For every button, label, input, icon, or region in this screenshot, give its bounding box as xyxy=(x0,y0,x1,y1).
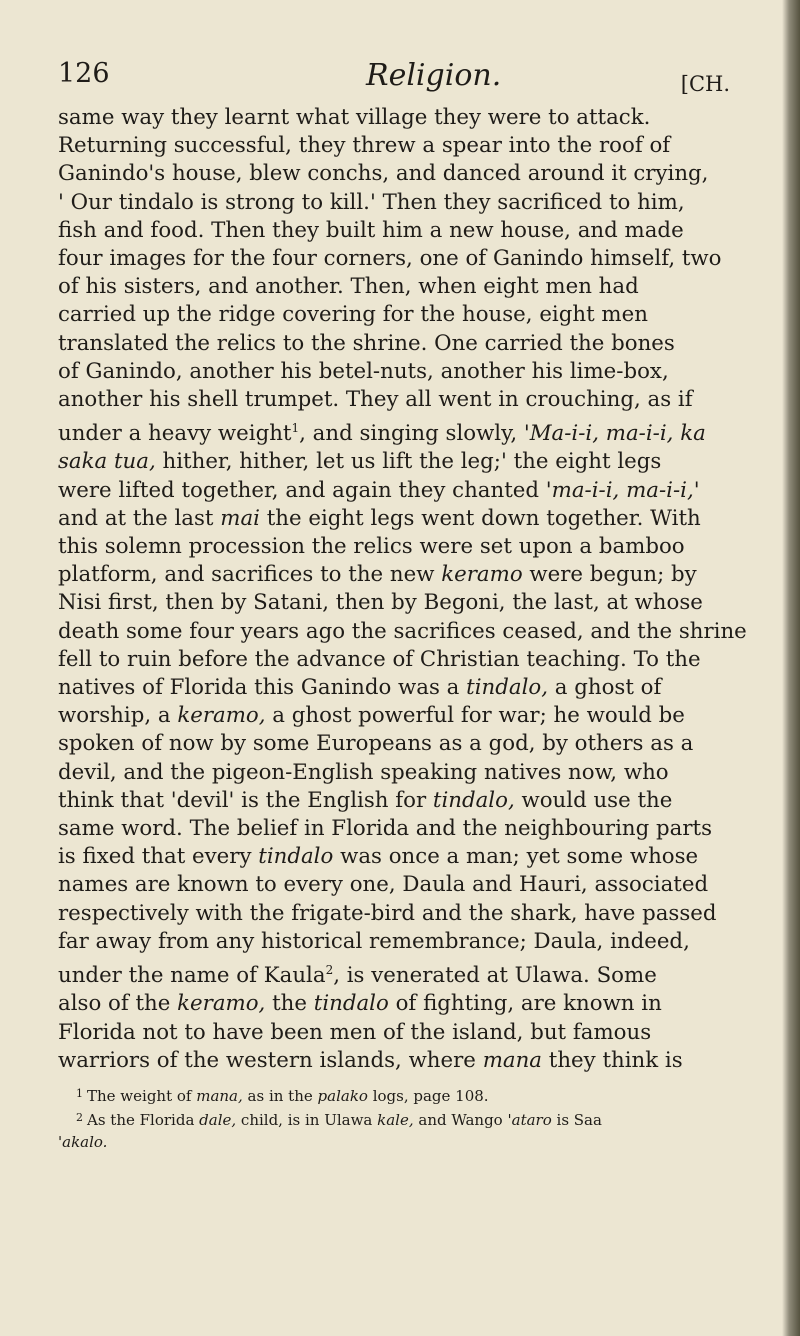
footnote-continuation: 'akalo. xyxy=(58,1132,108,1151)
text-line: of his sisters, and another. Then, when eight men had xyxy=(58,274,639,300)
text-line: warriors of the western islands, where mana they think is xyxy=(58,1047,683,1073)
text-line: devil, and the pigeon-English speaking natives now, who xyxy=(58,759,669,785)
text-line: names are known to every one, Daula and Hauri, associated xyxy=(58,872,709,898)
text-line: this solemn procession the relics were set upon a bamboo xyxy=(58,534,685,560)
text-line: respectively with the frigate-bird and the shark, have passed xyxy=(58,900,717,926)
text-line: and at the last mai the eight legs went down together. With xyxy=(58,505,701,531)
text-line: translated the relics to the shrine. One carried the bones xyxy=(58,330,675,356)
text-line: another his shell trumpet. They all went in crouching, as if xyxy=(58,387,693,413)
text-line: Nisi first, then by Satani, then by Begoni, the last, at whose xyxy=(58,590,703,616)
text-line: platform, and sacrifices to the new keramo were begun; by xyxy=(58,562,697,588)
text-line: under a heavy weight$^1$, and singing slowly, 'Ma-i-i, ma-i-i, ka xyxy=(58,421,706,447)
footnote-ref: 1 xyxy=(291,421,300,436)
footnote: $^1$ The weight of mana, as in the palako logs, page 108. xyxy=(76,1086,489,1105)
page-header xyxy=(58,58,738,104)
text-line: Ganindo's house, blew conchs, and danced around it crying, xyxy=(58,161,709,187)
text-line: worship, a keramo, a ghost powerful for war; he would be xyxy=(58,703,685,729)
text-line: same word. The belief in Florida and the neighbouring parts xyxy=(58,816,713,842)
text-line: were lifted together, and again they chanted 'ma-i-i, ma-i-i,' xyxy=(58,477,700,503)
footnote: $^2$ As the Florida dale, child, is in Ulawa kale, and Wango 'ataro is Saa xyxy=(76,1110,602,1129)
text-line: under the name of Kaula$^2$, is venerated at Ulawa. Some xyxy=(58,963,657,989)
text-line: spoken of now by some Europeans as a god, by others as a xyxy=(58,731,694,757)
text-line: carried up the ridge covering for the house, eight men xyxy=(58,302,648,328)
page-number: 126 xyxy=(58,58,110,89)
text-line: natives of Florida this Ganindo was a tindalo, a ghost of xyxy=(58,675,662,701)
text-line: also of the keramo, the tindalo of fighting, are known in xyxy=(58,991,662,1017)
footnote-marker: 2 xyxy=(76,1110,83,1124)
text-line: same way they learnt what village they were to attack. xyxy=(58,105,651,130)
text-line: think that 'devil' is the English for tindalo, would use the xyxy=(58,787,673,813)
text-line: is fixed that every tindalo was once a man; yet some whose xyxy=(58,844,699,870)
text-line: ' Our tindalo is strong to kill.' Then they sacrificed to him, xyxy=(58,189,685,215)
text-line: fish and food. Then they built him a new house, and made xyxy=(58,217,684,243)
text-line: saka tua, hither, hither, let us lift the leg;' the eight legs xyxy=(58,449,662,475)
page-edge-shadow xyxy=(782,0,800,1336)
text-line: Returning successful, they threw a spear into the roof of xyxy=(58,133,671,159)
footnote-marker: 1 xyxy=(76,1086,83,1100)
running-title: Religion. xyxy=(366,58,502,93)
text-line: of Ganindo, another his betel-nuts, another his lime-box, xyxy=(58,358,669,384)
chapter-mark: [CH. xyxy=(680,72,730,96)
footnotes xyxy=(58,1083,738,1153)
text-line: Florida not to have been men of the island, but famous xyxy=(58,1019,652,1045)
text-line: far away from any historical remembrance; Daula, indeed, xyxy=(58,928,690,954)
text-line: four images for the four corners, one of Ganindo himself, two xyxy=(58,246,722,272)
text-line: death some four years ago the sacrifices ceased, and the shrine xyxy=(58,618,747,644)
text-line: fell to ruin before the advance of Christian teaching. To the xyxy=(58,646,701,672)
body-text xyxy=(58,104,747,1075)
book-page xyxy=(58,58,747,1153)
footnote-ref: 2 xyxy=(325,963,334,978)
